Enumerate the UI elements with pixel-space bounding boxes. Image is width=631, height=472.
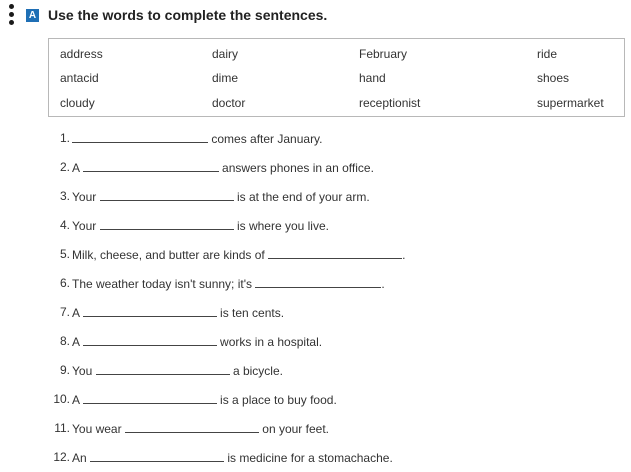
sentence-number: 1. xyxy=(59,131,70,145)
section-badge: A xyxy=(26,9,39,22)
word-bank-word: February xyxy=(359,47,408,61)
sentence-after: on your feet. xyxy=(262,422,329,436)
word-bank-word: ride xyxy=(537,47,558,61)
word-bank-word: dairy xyxy=(212,47,239,61)
sentence-before: The weather today isn't sunny; it's xyxy=(72,277,253,291)
answer-blank[interactable] xyxy=(96,363,230,375)
word-bank-word: supermarket xyxy=(537,96,604,110)
answer-blank[interactable] xyxy=(125,421,259,433)
sentence-after: a bicycle. xyxy=(232,364,283,378)
sentence-after: works in a hospital. xyxy=(220,335,323,349)
word-bank-word: address xyxy=(60,47,103,61)
sentence-after: . xyxy=(402,248,406,262)
answer-blank[interactable] xyxy=(72,131,208,143)
sentence-number: 7. xyxy=(59,305,70,319)
sentence-after: comes after January. xyxy=(211,132,323,146)
word-bank-word: doctor xyxy=(212,96,246,110)
answer-blank[interactable] xyxy=(90,450,224,462)
word-bank-word: cloudy xyxy=(60,96,95,110)
sentence-before: You xyxy=(72,364,93,378)
sentence-before: A xyxy=(72,335,80,349)
word-bank-word: antacid xyxy=(60,71,99,85)
word-bank-word: dime xyxy=(212,71,239,85)
sentence-number: 10. xyxy=(53,392,70,406)
answer-blank[interactable] xyxy=(268,247,402,259)
answer-blank[interactable] xyxy=(100,218,234,230)
sentence-after: answers phones in an office. xyxy=(222,161,374,175)
word-bank-word: receptionist xyxy=(359,96,421,110)
sentence-number: 9. xyxy=(59,363,70,377)
sentence-after: is at the end of your arm. xyxy=(236,190,370,204)
sentence-before: A xyxy=(72,161,80,175)
sentence-after: is ten cents. xyxy=(220,306,285,320)
sentence-before: Milk, cheese, and butter are kinds of xyxy=(72,248,265,262)
sentence-number: 3. xyxy=(59,189,70,203)
answer-blank[interactable] xyxy=(83,305,217,317)
sentence-before: Your xyxy=(72,190,97,204)
sentence-number: 8. xyxy=(59,334,70,348)
sentence-number: 5. xyxy=(59,247,70,261)
sentence-number: 11. xyxy=(54,421,70,435)
answer-blank[interactable] xyxy=(83,160,219,172)
sentence-before: A xyxy=(72,393,80,407)
answer-blank[interactable] xyxy=(255,276,381,288)
answer-blank[interactable] xyxy=(100,189,234,201)
answer-blank[interactable] xyxy=(83,334,217,346)
sentence-before: An xyxy=(72,451,87,465)
more-options-icon[interactable] xyxy=(9,4,15,28)
sentence-number: 6. xyxy=(59,276,70,290)
instruction-heading: Use the words to complete the sentences. xyxy=(48,7,328,23)
sentence-before: Your xyxy=(72,219,97,233)
word-bank-word: hand xyxy=(359,71,386,85)
answer-blank[interactable] xyxy=(83,392,217,404)
sentence-number: 2. xyxy=(59,160,70,174)
word-bank xyxy=(48,38,625,117)
sentence-after: is medicine for a stomachache. xyxy=(227,451,393,465)
sentence-after: is a place to buy food. xyxy=(220,393,337,407)
word-bank-word: shoes xyxy=(537,71,570,85)
sentence-after: . xyxy=(381,277,385,291)
sentence-number: 4. xyxy=(59,218,70,232)
sentence-before: A xyxy=(72,306,80,320)
sentence-after: is where you live. xyxy=(236,219,329,233)
sentence-before: You wear xyxy=(72,422,122,436)
sentence-number: 12. xyxy=(53,450,70,464)
